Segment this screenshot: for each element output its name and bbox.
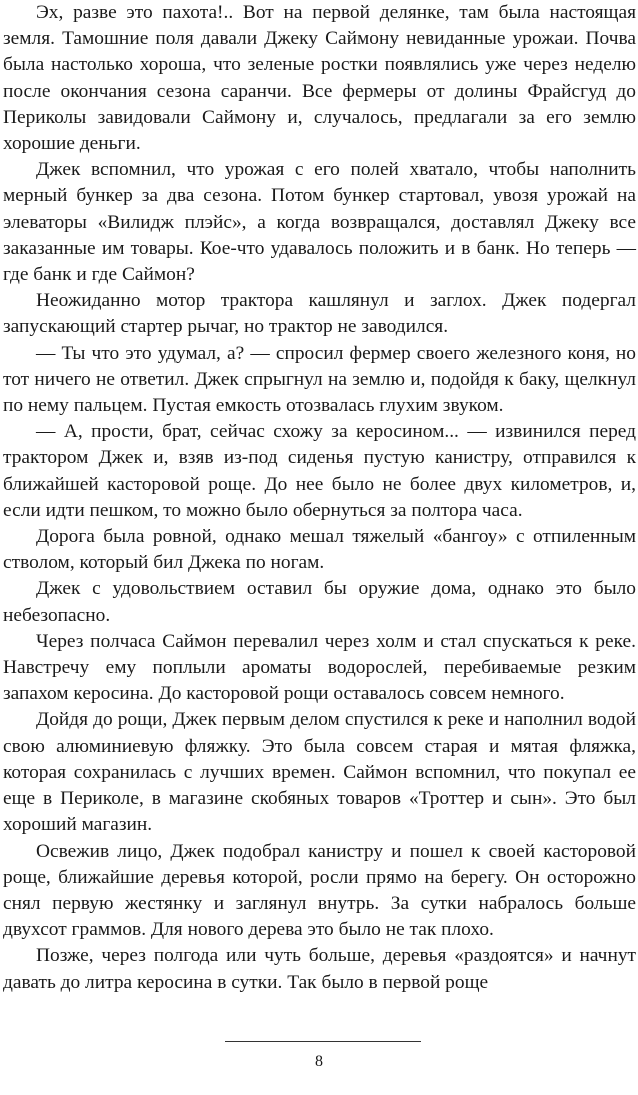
- paragraph: Неожиданно мотор трактора кашлянул и заглох. Джек подергал запускающий стартер рычаг, но трактор не заводился.: [3, 290, 636, 338]
- body-text: [3, 0, 636, 996]
- paragraph: — Ты что это удумал, а? — спросил фермер своего железного коня, но тот ничего не ответил. Джек спрыгнул на землю и, подойдя к баку, щелкнул по нему пальцем. Пустая емкость отозвалась глухим звуком.: [3, 342, 636, 417]
- paragraph: Дойдя до рощи, Джек первым делом спустился к реке и наполнил водой свою алюминиевую фляжку. Это была совсем старая и мятая фляжка, которая сохранилась с лучших времен. Саймон вспомнил, что покупал ее еще в Периколе, в магазине скобяных товаров «Троттер и сын». Это был хороший магазин.: [3, 709, 636, 836]
- page-number: 8: [315, 1053, 323, 1070]
- paragraph: — А, прости, брат, сейчас схожу за керосином... — извинился перед трактором Джек и, взяв из-под сиденья пустую канистру, отправился к ближайшей касторовой роще. До нее было не более двух километров, и, если идти пешком, то можно было обернуться за полтора часа.: [3, 421, 636, 521]
- paragraph: Позже, через полгода или чуть больше, деревья «раздоятся» и начнут давать до литра керосина в сутки. Так было в первой роще: [3, 945, 636, 993]
- paragraph: Эх, разве это пахота!.. Вот на первой делянке, там была настоящая земля. Тамошние поля давали Джеку Саймону невиданные урожаи. Почва была настолько хороша, что зеленые ростки появлялись уже через неделю после окончания сезона саранчи. Все фермеры от долины Фрайсгуд до Периколы завидовали Саймону и, случалось, предлагали за его землю хорошие деньги.: [3, 2, 636, 155]
- paragraph: Джек вспомнил, что урожая с его полей хватало, чтобы наполнить мерный бункер за два сезона. Потом бункер стартовал, увозя урожай на элеваторы «Вилидж плэйс», а когда возвращался, доставлял Джеку все заказанные им товары. Кое-что удавалось положить и в банк. Но теперь — где банк и где Саймон?: [3, 159, 636, 286]
- paragraph: Через полчаса Саймон перевалил через холм и стал спускаться к реке. Навстречу ему поплыли ароматы водорослей, перебиваемые резким запахом керосина. До касторовой рощи оставалось совсем немного.: [3, 630, 636, 705]
- paragraph: Дорога была ровной, однако мешал тяжелый «бангоу» с отпиленным стволом, который бил Джека по ногам.: [3, 526, 636, 574]
- footer-rule: [225, 1041, 421, 1042]
- paragraph: Джек с удовольствием оставил бы оружие дома, однако это было небезопасно.: [3, 578, 636, 626]
- paragraph: Освежив лицо, Джек подобрал канистру и пошел к своей касторовой роще, ближайшие деревья которой, росли прямо на берегу. Он осторожно снял первую жестянку и заглянул внутрь. За сутки набралось больше двухсот граммов. Для нового дерева это было не так плохо.: [3, 840, 636, 941]
